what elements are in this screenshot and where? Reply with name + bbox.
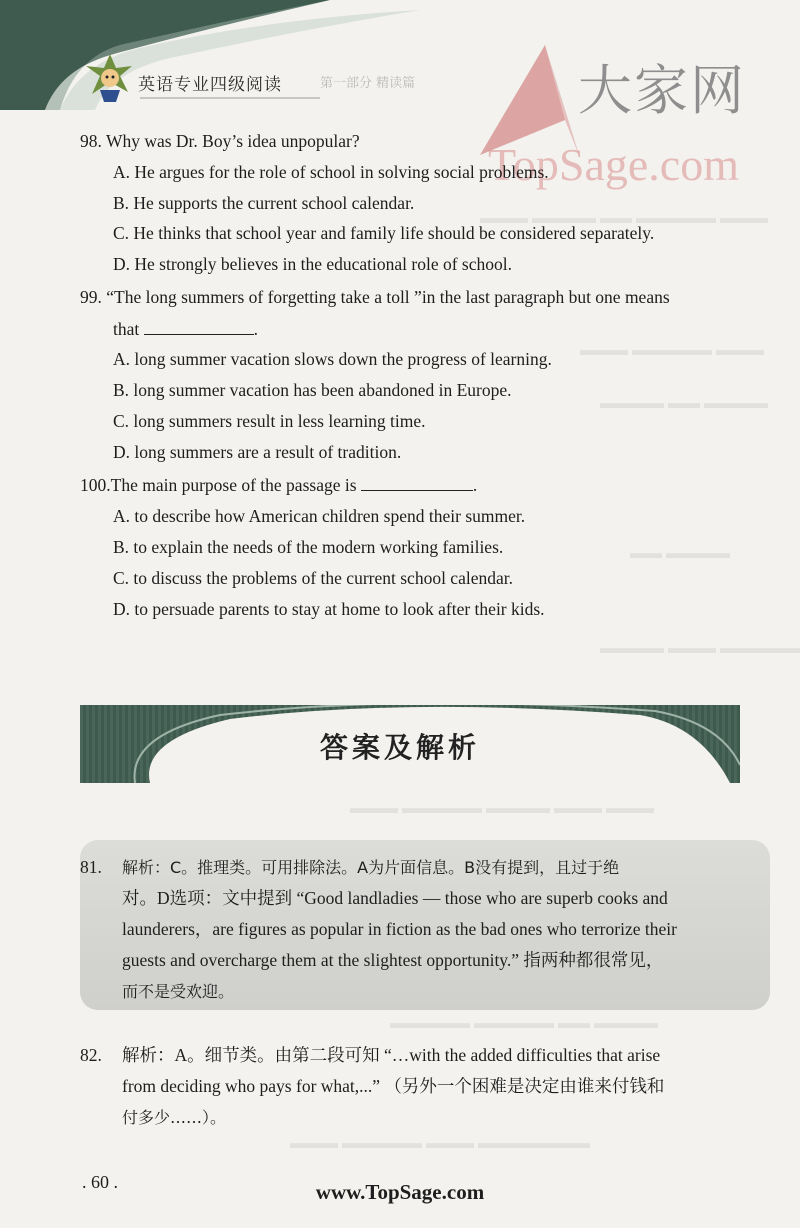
bleed-through-text: ▬▬▬ ▬▬▬▬▬ ▬▬▬▬ ▬▬▬ ▬▬▬ xyxy=(350,800,654,817)
question-100-option-d: D. to persuade parents to stay at home to look after their kids. xyxy=(113,599,545,619)
question-99-option-a: A. long summer vacation slows down the progress of learning. xyxy=(113,349,552,369)
section-subtitle: 第一部分 精读篇 xyxy=(320,76,416,91)
bleed-through-text: ▬▬▬ ▬▬▬▬ ▬▬ ▬▬▬▬▬ ▬▬▬ xyxy=(480,210,768,227)
question-99-stem: 99. “The long summers of forgetting take a toll ”in the last paragraph but one means xyxy=(80,287,670,307)
bleed-through-text: ▬▬▬ ▬▬▬▬▬ ▬▬▬ ▬▬▬▬▬▬▬ xyxy=(290,1135,590,1152)
question-98-option-a: A. He argues for the role of school in solving social problems. xyxy=(113,162,549,182)
explanation-81-line-3: launderers，are figures as popular in fiction as the bad ones who terrorize their xyxy=(122,919,677,939)
explanation-82-number: 82. xyxy=(80,1045,102,1065)
bleed-through-text: ▬▬▬ ▬▬▬▬▬ ▬▬▬ xyxy=(580,342,764,359)
bleed-through-text: ▬▬▬▬ ▬▬▬ ▬▬▬▬▬ xyxy=(600,640,800,657)
question-100-option-c: C. to discuss the problems of the current school calendar. xyxy=(113,568,513,588)
question-99-option-d: D. long summers are a result of tradition. xyxy=(113,442,402,462)
question-98-stem: 98. Why was Dr. Boy’s idea unpopular? xyxy=(80,131,360,151)
explanation-81-line-2: 对。D选项：文中提到 “Good landladies — those who are superb cooks and xyxy=(122,888,668,908)
watermark-cn: 大家网 xyxy=(578,59,746,122)
question-100-option-a: A. to describe how American children spend their summer. xyxy=(113,506,526,526)
explanation-82-line-3: 付多少……）。 xyxy=(122,1108,227,1127)
answer-blank xyxy=(361,474,473,491)
explanation-81-number: 81. xyxy=(80,857,102,877)
explanation-82-line-2: from deciding who pays for what,...” （另外一个困难是决定由谁来付钱和 xyxy=(122,1076,665,1096)
question-98-option-d: D. He strongly believes in the educational role of school. xyxy=(113,254,512,274)
question-100-stem: 100.The main purpose of the passage is . xyxy=(80,475,478,495)
answer-blank xyxy=(144,318,254,335)
explanation-81-line-4: guests and overcharge them at the slightest opportunity.” 指两种都很常见， xyxy=(122,950,664,970)
explanation-82-line-1: 解析：A。细节类。由第二段可知 “…with the added difficulties that arise xyxy=(122,1045,661,1065)
question-99-option-b: B. long summer vacation has been abandoned in Europe. xyxy=(113,380,512,400)
explanation-81-line-5: 而不是受欢迎。 xyxy=(122,982,235,1001)
mascot-icon xyxy=(82,52,138,104)
question-98-option-b: B. He supports the current school calendar. xyxy=(113,193,415,213)
question-99-stem-cont: that . xyxy=(113,319,258,339)
bleed-through-text: ▬▬▬▬ ▬▬ ▬▬▬▬ xyxy=(600,395,768,412)
bleed-through-text: ▬▬▬▬▬ ▬▬▬▬▬ ▬▬ ▬▬▬▬ xyxy=(390,1015,658,1032)
footer-url: www.TopSage.com xyxy=(315,1180,485,1204)
explanation-81-line-1: 解析：C。推理类。可用排除法。A为片面信息。B没有提到，且过于绝 xyxy=(122,858,620,877)
answer-section-title: 答案及解析 xyxy=(319,731,480,764)
question-100-option-b: B. to explain the needs of the modern working families. xyxy=(113,537,504,557)
question-98-option-c: C. He thinks that school year and family life should be considered separately. xyxy=(113,223,655,243)
bleed-through-text: ▬▬ ▬▬▬▬ xyxy=(630,545,730,562)
watermark-en: TopSage.com xyxy=(488,139,740,190)
page-number: . 60 . xyxy=(82,1172,118,1192)
book-title: 英语专业四级阅读 xyxy=(138,75,282,95)
question-99-option-c: C. long summers result in less learning time. xyxy=(113,411,426,431)
